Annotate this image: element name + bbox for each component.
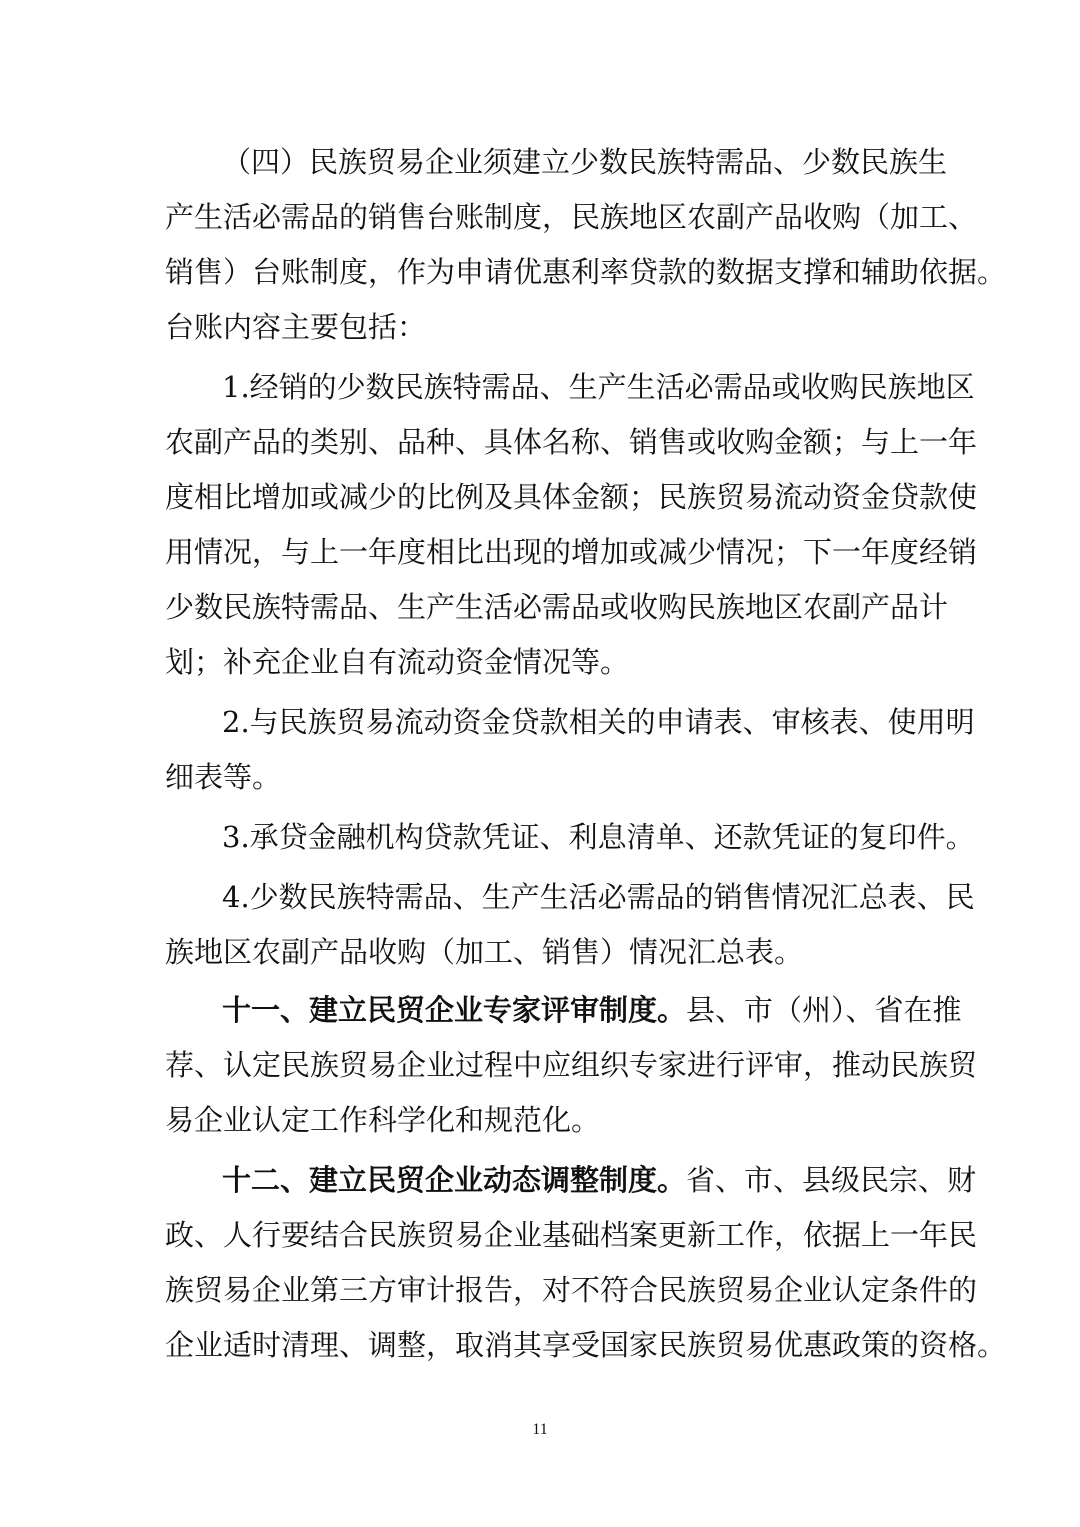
list-item-line: 划；补充企业自有流动资金情况等。 [165,645,630,679]
paragraph-line: 企业适时清理、调整，取消其享受国家民族贸易优惠政策的资格。 [165,1328,1007,1362]
list-item-line: 细表等。 [165,760,282,794]
paragraph-line: 荐、认定民族贸易企业过程中应组织专家进行评审，推动民族贸 [165,1048,978,1082]
section-twelve-first-line [222,1160,977,1200]
paragraph-line: （四）民族贸易企业须建立少数民族特需品、少数民族生 [222,145,948,179]
list-item-line: 族地区农副产品收购（加工、销售）情况汇总表。 [165,935,804,969]
page-number: 11 [532,1421,548,1438]
list-item-line: 4.少数民族特需品、生产生活必需品的销售情况汇总表、民 [222,880,975,914]
list-item-line: 度相比增加或减少的比例及具体金额；民族贸易流动资金贷款使 [165,480,978,514]
section-heading: 十一、建立民贸企业专家评审制度。 [222,993,687,1027]
section-heading: 十二、建立民贸企业动态调整制度。 [222,1163,687,1197]
paragraph-line: 政、人行要结合民族贸易企业基础档案更新工作，依据上一年民 [165,1218,978,1252]
list-item-line: 1.经销的少数民族特需品、生产生活必需品或收购民族地区 [222,370,975,404]
list-item-line: 3.承贷金融机构贷款凭证、利息清单、还款凭证的复印件。 [222,820,975,854]
list-item-line: 用情况，与上一年度相比出现的增加或减少情况；下一年度经销 [165,535,978,569]
paragraph-line: 易企业认定工作科学化和规范化。 [165,1103,601,1137]
paragraph-line: 销售）台账制度，作为申请优惠利率贷款的数据支撑和辅助依据。 [165,255,1007,289]
list-item-line: 农副产品的类别、品种、具体名称、销售或收购金额；与上一年 [165,425,978,459]
section-text: 县、市（州）、省在推 [686,993,962,1027]
paragraph-line: 台账内容主要包括： [165,310,427,344]
list-item-line: 2.与民族贸易流动资金贷款相关的申请表、审核表、使用明 [222,705,975,739]
section-eleven-first-line [222,990,962,1030]
paragraph-line: 产生活必需品的销售台账制度，民族地区农副产品收购（加工、 [165,200,978,234]
section-text: 省、市、县级民宗、财 [686,1163,977,1197]
list-item-line: 少数民族特需品、生产生活必需品或收购民族地区农副产品计 [165,590,949,624]
paragraph-line: 族贸易企业第三方审计报告，对不符合民族贸易企业认定条件的 [165,1273,978,1307]
